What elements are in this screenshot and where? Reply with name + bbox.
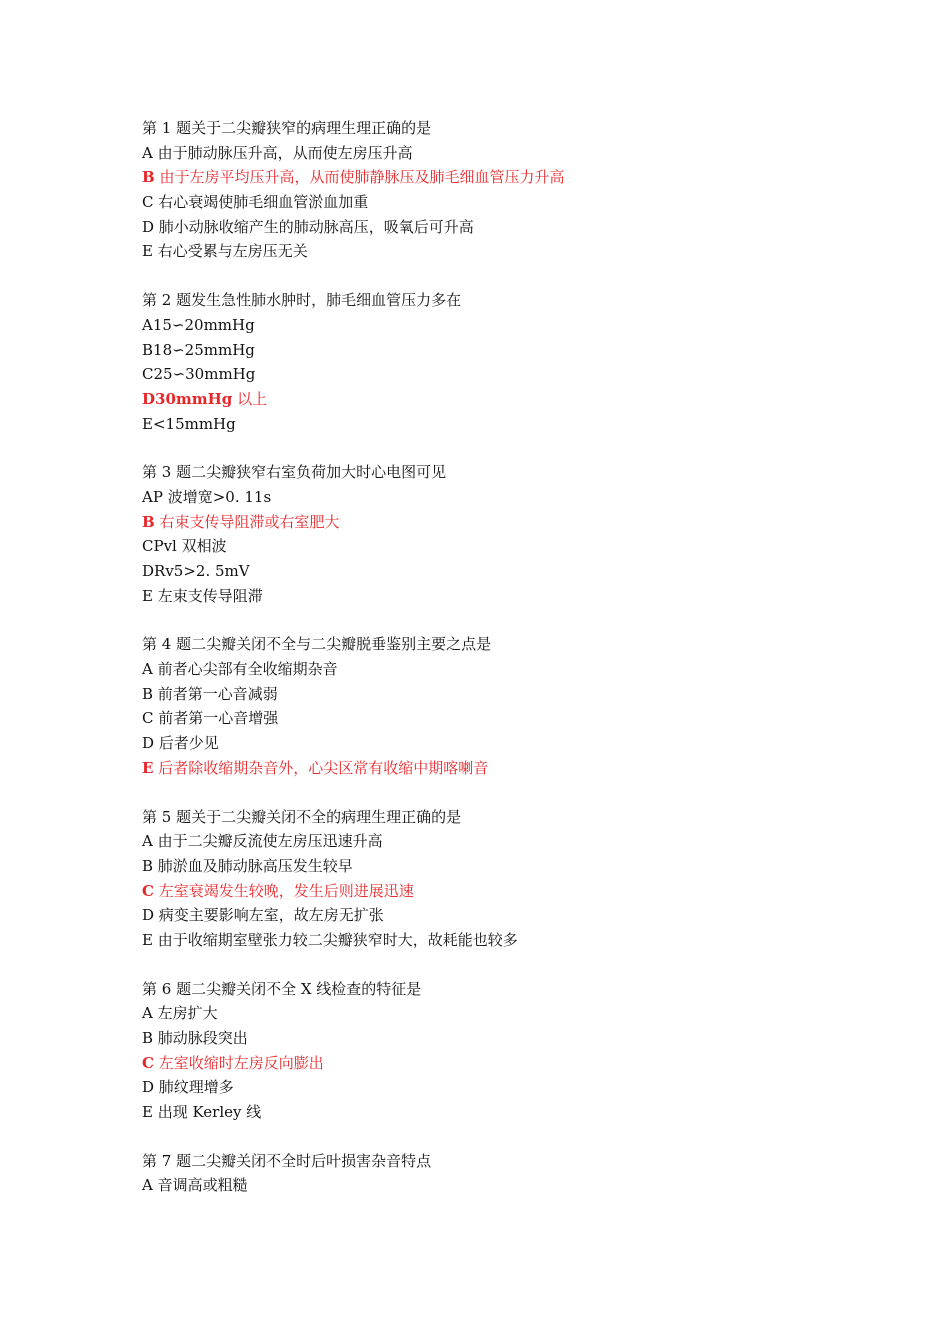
- question-3: [142, 460, 862, 608]
- answer-option: [142, 657, 862, 682]
- option-letter: D: [142, 906, 155, 925]
- option-text: 18∽25mmHg: [153, 340, 255, 359]
- question-7: [142, 1149, 862, 1198]
- option-letter: C: [142, 365, 154, 384]
- option-letter: E: [142, 758, 154, 777]
- option-text: 音调高或粗糙: [152, 1176, 248, 1195]
- option-letter: A: [142, 660, 153, 679]
- answer-option: [142, 829, 862, 854]
- option-text: 15∽20mmHg: [152, 315, 255, 334]
- correct-answer-option: [142, 165, 862, 190]
- option-text: <15mmHg: [152, 414, 236, 433]
- option-letter: C: [142, 709, 154, 728]
- option-text: 出现 Kerley 线: [152, 1103, 262, 1122]
- option-letter: E: [142, 414, 153, 433]
- option-text: 由于二尖瓣反流使左房压迅速升高: [152, 832, 383, 851]
- option-text: 由于肺动脉压升高，从而使左房压升高: [152, 143, 413, 162]
- option-text: 肺动脉段突出: [153, 1029, 248, 1047]
- option-letter: B: [142, 512, 155, 531]
- option-text: 后者少见: [154, 734, 219, 753]
- option-letter: A: [142, 315, 153, 334]
- option-text: 由于收缩期室壁张力较二尖瓣狭窄时大，故耗能也较多: [152, 930, 518, 949]
- option-text: 肺小动脉收缩产生的肺动脉高压，吸氧后可升高: [154, 217, 474, 236]
- correct-answer-option: [142, 387, 862, 412]
- option-letter: C: [142, 193, 154, 212]
- answer-option: [142, 534, 862, 559]
- option-letter: A: [142, 487, 153, 506]
- option-letter: D: [142, 1078, 155, 1097]
- option-text: 左房扩大: [152, 1004, 218, 1023]
- question-title: 第 4 题二尖瓣关闭不全与二尖瓣脱垂鉴别主要之点是: [142, 635, 492, 654]
- option-text: 左束支传导阻滞: [152, 586, 263, 605]
- answer-option: [142, 141, 862, 166]
- option-text: 左室衰竭发生较晚，发生后则进展迅速: [153, 881, 414, 900]
- answer-option: [142, 362, 862, 387]
- option-letter: A: [142, 1004, 153, 1023]
- answer-option: [142, 928, 862, 953]
- option-text: 右心衰竭使肺毛细血管淤血加重: [153, 193, 369, 212]
- answer-option: [142, 584, 862, 609]
- question-6: [142, 977, 862, 1125]
- option-text: 右束支传导阻滞或右室肥大: [154, 512, 340, 531]
- option-text: 右心受累与左房压无关: [152, 242, 308, 261]
- question-title: 第 7 题二尖瓣关闭不全时后叶损害杂音特点: [142, 1151, 432, 1170]
- option-letter: B: [142, 340, 154, 359]
- question-4: [142, 632, 862, 780]
- option-text: 病变主要影响左室，故左房无扩张: [154, 906, 384, 925]
- option-letter: D: [142, 217, 155, 236]
- option-text: 前者第一心音减弱: [153, 684, 278, 703]
- correct-answer-option: [142, 879, 862, 904]
- answer-option: [142, 1100, 862, 1125]
- answer-option: [142, 682, 862, 707]
- option-text: 前者第一心音增强: [153, 709, 279, 728]
- option-letter: C: [142, 1053, 154, 1072]
- option-text: 25∽30mmHg: [153, 365, 256, 384]
- question-title: 第 3 题二尖瓣狭窄右室负荷加大时心电图可见: [142, 463, 447, 482]
- option-letter: B: [142, 684, 154, 703]
- correct-answer-option: [142, 1051, 862, 1076]
- option-letter: D: [142, 734, 155, 753]
- option-text: 后者除收缩期杂音外，心尖区常有收缩中期喀喇音: [153, 758, 489, 777]
- answer-option: [142, 485, 862, 510]
- question-2: [142, 288, 862, 436]
- answer-option: [142, 338, 862, 363]
- correct-answer-option: [142, 510, 862, 535]
- question-title: 第 1 题关于二尖瓣狭窄的病理生理正确的是: [142, 119, 432, 137]
- option-text: P 波增宽>0. 11s: [152, 487, 272, 506]
- option-text: 由于左房平均压升高，从而使肺静脉压及肺毛细血管压力升高: [154, 168, 565, 187]
- question-title: 第 2 题发生急性肺水肿时，肺毛细血管压力多在: [142, 291, 462, 310]
- answer-option: [142, 731, 862, 756]
- option-letter: A: [142, 832, 153, 851]
- answer-option: [142, 1001, 862, 1026]
- answer-option: [142, 313, 862, 338]
- answer-option: [142, 239, 862, 264]
- option-letter: A: [142, 1176, 153, 1195]
- question-title: 第 5 题关于二尖瓣关闭不全的病理生理正确的是: [142, 807, 462, 826]
- option-text: 左室收缩时左房反向膨出: [153, 1053, 324, 1072]
- answer-option: [142, 412, 862, 437]
- option-text: Pvl 双相波: [153, 537, 227, 556]
- option-letter: C: [142, 537, 154, 556]
- answer-option: [142, 1075, 862, 1100]
- option-letter: A: [142, 143, 153, 162]
- option-letter: E: [142, 242, 153, 261]
- correct-answer-option: [142, 756, 862, 781]
- option-text: Rv5>2. 5mV: [154, 562, 250, 580]
- question-1: [142, 116, 862, 264]
- question-title: 第 6 题二尖瓣关闭不全 X 线检查的特征是: [142, 979, 422, 998]
- answer-option: [142, 1173, 862, 1198]
- answer-option: [142, 559, 862, 584]
- option-letter: E: [142, 930, 153, 949]
- option-letter: D: [142, 562, 155, 580]
- option-text: 前者心尖部有全收缩期杂音: [152, 660, 338, 679]
- option-letter: D30mmHg: [142, 389, 233, 408]
- answer-option: [142, 190, 862, 215]
- answer-option: [142, 215, 862, 240]
- option-text: 肺纹理增多: [154, 1078, 234, 1097]
- option-letter: B: [142, 856, 154, 875]
- question-5: [142, 805, 862, 953]
- option-letter: B: [142, 1029, 154, 1047]
- answer-option: [142, 1026, 862, 1051]
- document-page: [142, 116, 862, 1222]
- answer-option: [142, 854, 862, 879]
- option-text: 肺淤血及肺动脉高压发生较早: [153, 856, 353, 875]
- answer-option: [142, 903, 862, 928]
- option-text: 以上: [232, 389, 268, 408]
- option-letter: E: [142, 1103, 153, 1122]
- option-letter: B: [142, 168, 155, 187]
- option-letter: C: [142, 881, 154, 900]
- option-letter: E: [142, 586, 153, 605]
- answer-option: [142, 706, 862, 731]
